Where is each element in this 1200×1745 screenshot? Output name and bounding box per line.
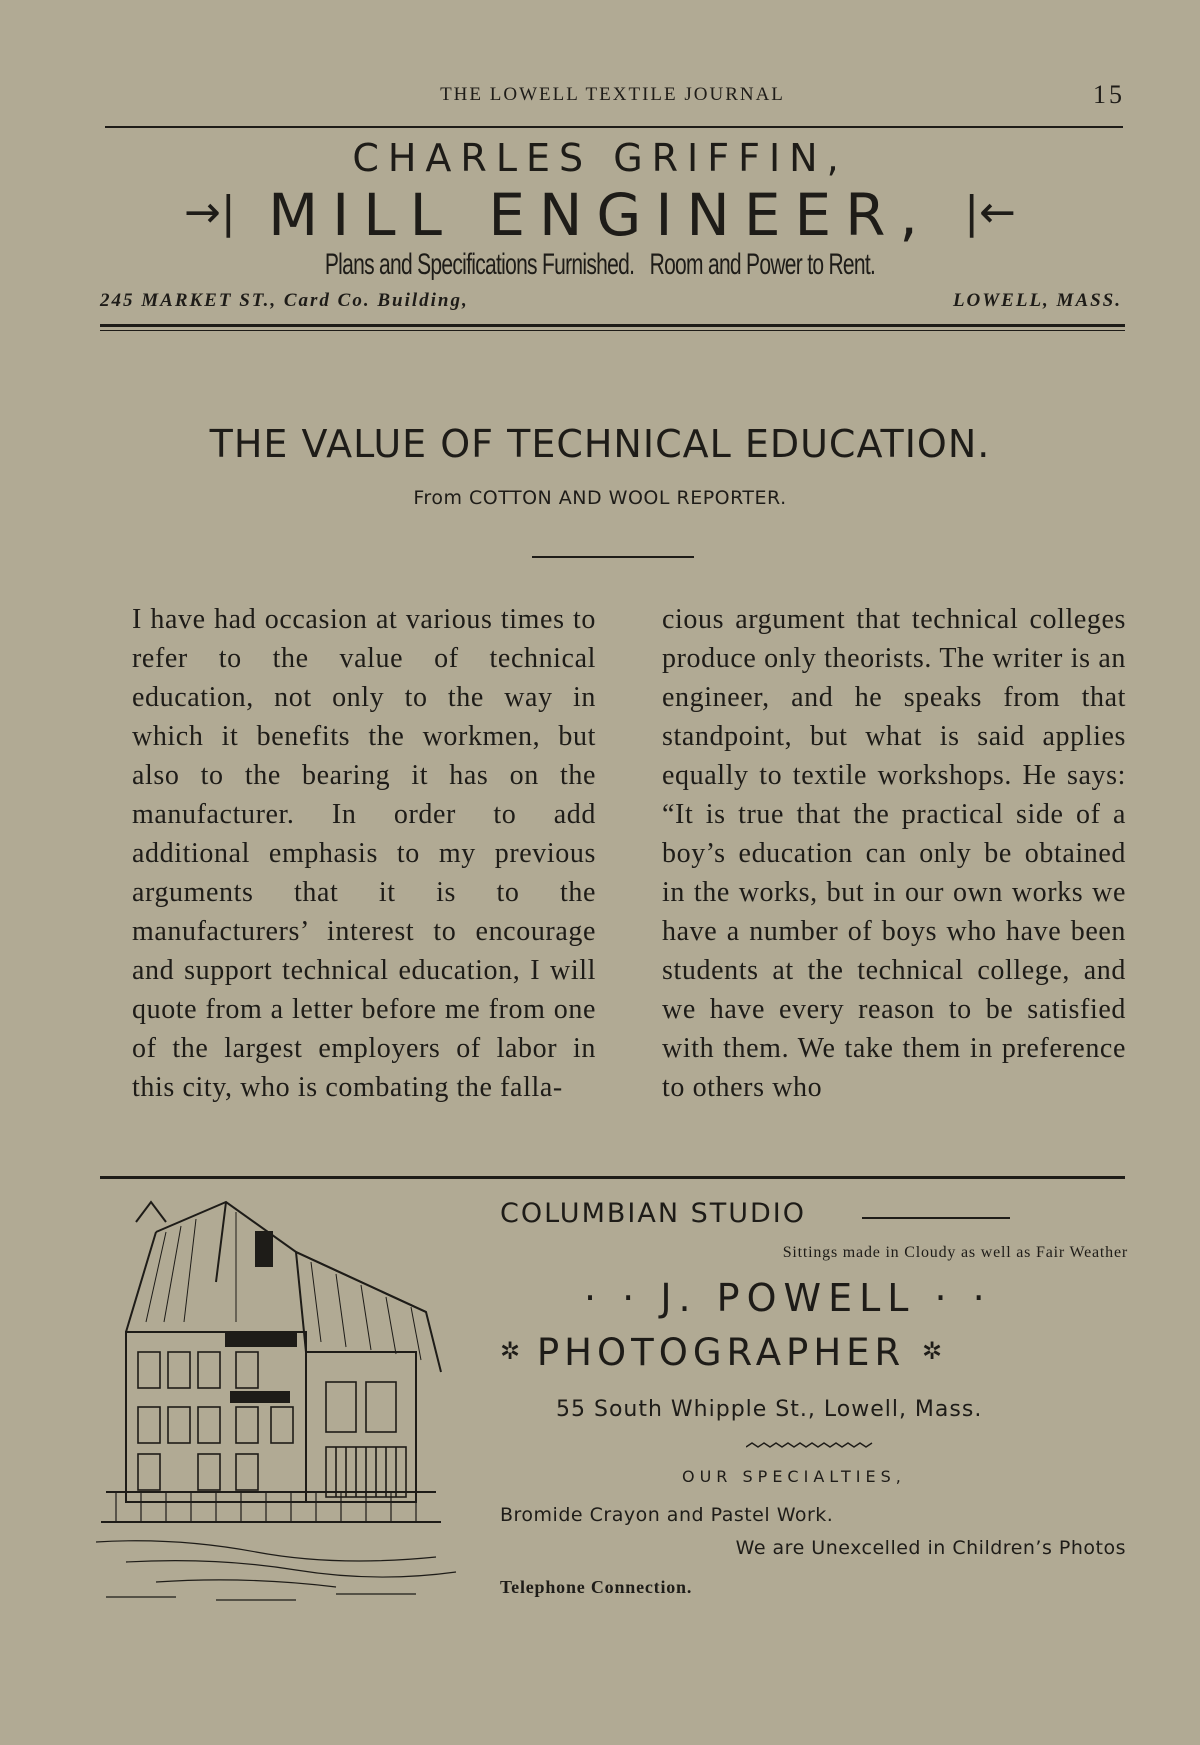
article-source: From COTTON AND WOOL REPORTER. bbox=[413, 487, 787, 509]
studio-name-flourish bbox=[862, 1217, 1010, 1219]
ornament-left-icon: ✲ bbox=[500, 1337, 521, 1365]
griffin-bottom-rule bbox=[100, 324, 1125, 327]
sittings-note: Sittings made in Cloudy as well as Fair Weather bbox=[782, 1244, 1128, 1261]
griffin-name: CHARLES GRIFFIN, bbox=[352, 136, 848, 180]
griffin-services: Plans and Specifications Furnished. Room and Power to Rent. bbox=[324, 248, 876, 281]
article-body bbox=[132, 600, 1126, 1107]
header-rule bbox=[105, 126, 1123, 128]
article-bottom-rule bbox=[100, 1176, 1125, 1179]
squiggle-divider-icon bbox=[746, 1441, 876, 1451]
specialty-item: We are Unexcelled in Children’s Photos bbox=[735, 1537, 1126, 1559]
griffin-bottom-rule-thin bbox=[100, 330, 1125, 331]
article-column-right bbox=[662, 600, 1126, 1107]
journal-title: THE LOWELL TEXTILE JOURNAL bbox=[440, 84, 785, 105]
running-header bbox=[100, 80, 1125, 114]
article-column-left bbox=[132, 600, 596, 1107]
article-divider bbox=[532, 556, 694, 558]
ornament-right-icon: ✲ bbox=[922, 1337, 943, 1365]
article-title: THE VALUE OF TECHNICAL EDUCATION. bbox=[209, 422, 991, 466]
studio-name: COLUMBIAN STUDIO bbox=[500, 1198, 806, 1229]
arrow-right-icon: →| bbox=[184, 187, 236, 238]
page-number: 15 bbox=[1093, 80, 1125, 109]
article-paragraph: I have had occasion at various times to refer to the value of technical education, not only to the way in which it benefits the workmen, but also to the bearing it has on the manufacturer. In order to add additional emphasis to my previous arguments that it is to the manufacturers’ interest to encourage and support technical education, I will quote from a letter before me from one of the largest employers of labor in this city, who is combating the falla- bbox=[132, 604, 596, 1103]
telephone-note: Telephone Connection. bbox=[500, 1577, 693, 1597]
specialty-item: Bromide Crayon and Pastel Work. bbox=[500, 1504, 834, 1526]
griffin-title bbox=[0, 178, 1200, 250]
photographer-title bbox=[500, 1331, 1100, 1374]
griffin-title-text: MILL ENGINEER, bbox=[268, 181, 932, 249]
article-paragraph: cious argument that technical colleges produce only theorists. The writer is an engineer, and he speaks from that standpoint, but what is said applies equally to textile workshops. He says: “It is true that the practical side of a boy’s education can only be obtained in the works, but in our own works we have a number of boys who have been students at the technical college, and we have every reason to be satisfied with them. We take them in preference to others who bbox=[662, 604, 1126, 1103]
griffin-address: 245 MARKET ST., Card Co. Building, bbox=[100, 290, 469, 311]
photographer-title-text: PHOTOGRAPHER bbox=[536, 1331, 906, 1374]
studio-address: 55 South Whipple St., Lowell, Mass. bbox=[556, 1397, 983, 1422]
arrow-left-icon: |← bbox=[964, 187, 1016, 238]
studio-building-engraving bbox=[96, 1192, 466, 1612]
griffin-city: LOWELL, MASS. bbox=[952, 290, 1122, 311]
specialties-heading: OUR SPECIALTIES, bbox=[682, 1467, 906, 1486]
photographer-name: · · J. POWELL · · bbox=[584, 1276, 992, 1320]
